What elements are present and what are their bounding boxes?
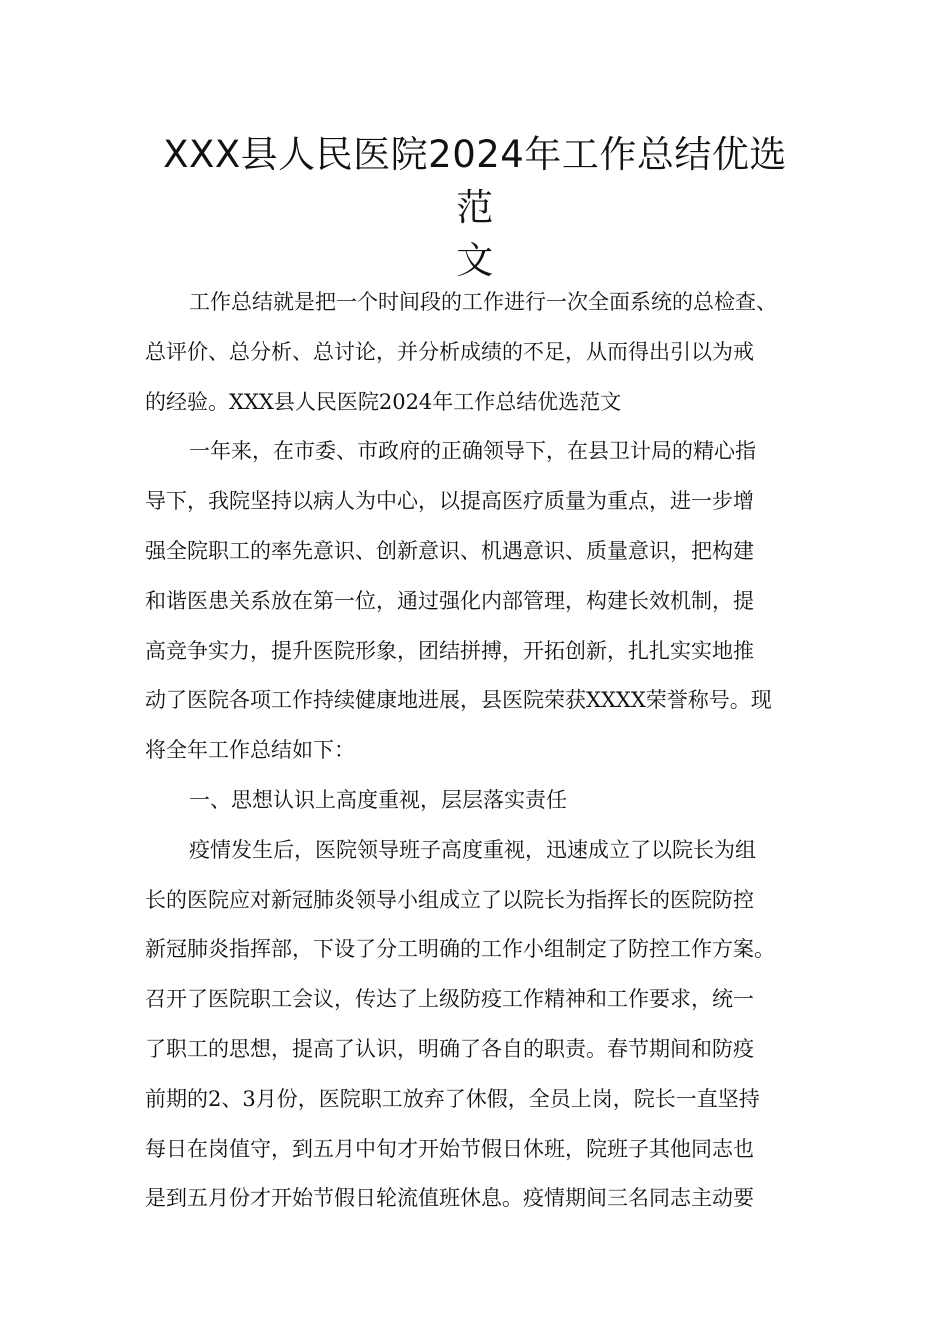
body-text-line: 高竞争实力，提升医院形象，团结拼搏，开拓创新，扎扎实实地推 xyxy=(145,638,754,663)
body-text-line: 召开了医院职工会议，传达了上级防疫工作精神和工作要求，统一 xyxy=(145,987,754,1012)
body-text-line: 的经验。XXX县人民医院2024年工作总结优选范文 xyxy=(145,389,622,414)
body-text-line: 了职工的思想，提高了认识，明确了各自的职责。春节期间和防疫 xyxy=(145,1036,754,1061)
body-text-line: 疫情发生后，医院领导班子高度重视，迅速成立了以院长为组 xyxy=(189,837,756,862)
title-line-1: XXX县人民医院2024年工作总结优选范 xyxy=(163,133,787,229)
body-text-line: 和谐医患关系放在第一位，通过强化内部管理，构建长效机制，提 xyxy=(145,588,754,613)
title-line-2: 文 xyxy=(456,239,494,282)
body-text-line: 新冠肺炎指挥部，下设了分工明确的工作小组制定了防控工作方案。 xyxy=(145,937,775,962)
document-body xyxy=(145,278,835,1224)
body-text-line: 强全院职工的率先意识、创新意识、机遇意识、质量意识，把构建 xyxy=(145,538,754,563)
body-text-line: 每日在岗值守，到五月中旬才开始节假日休班，院班子其他同志也 xyxy=(145,1136,754,1161)
body-text-line: 长的医院应对新冠肺炎领导小组成立了以院长为指挥长的医院防控 xyxy=(145,887,754,912)
body-text-line: 一年来，在市委、市政府的正确领导下，在县卫计局的精心指 xyxy=(189,439,756,464)
body-text-line: 一、思想认识上高度重视，层层落实责任 xyxy=(189,787,567,812)
body-text-line: 导下，我院坚持以病人为中心，以提高医疗质量为重点，进一步增 xyxy=(145,489,754,514)
document-title xyxy=(145,128,805,287)
body-text-line: 前期的2、3月份，医院职工放弃了休假，全员上岗，院长一直坚持 xyxy=(145,1086,760,1111)
body-text-line: 总评价、总分析、总讨论，并分析成绩的不足，从而得出引以为戒 xyxy=(145,339,754,364)
body-text-line: 将全年工作总结如下： xyxy=(145,738,355,763)
body-text-line: 是到五月份才开始节假日轮流值班休息。疫情期间三名同志主动要 xyxy=(145,1186,754,1211)
body-text-line: 动了医院各项工作持续健康地进展，县医院荣获XXXX荣誉称号。现 xyxy=(145,688,772,713)
body-text-line: 工作总结就是把一个时间段的工作进行一次全面系统的总检查、 xyxy=(189,290,777,314)
